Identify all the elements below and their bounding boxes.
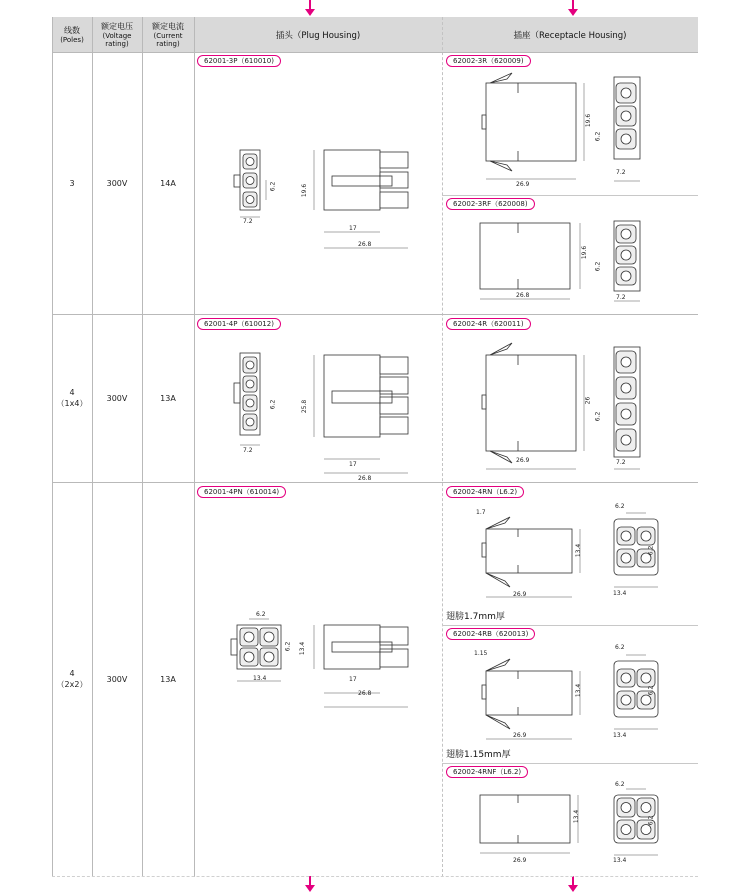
col-divider: [442, 17, 443, 877]
part-label-rec-4rn: 62002-4RN（L6.2): [446, 486, 524, 498]
plug-4p-side-drawing: [304, 347, 424, 487]
top-arrow-right: [568, 0, 578, 16]
dim-plug-3p-pitch: 6.2: [269, 181, 277, 192]
dim-plug-3p-height: 19.6: [301, 183, 309, 198]
dim-rec-3r-height: 19.6: [585, 113, 593, 128]
row2-poles-sub: （1x4）: [56, 399, 88, 408]
dim-rec-3r-width: 7.2: [616, 169, 626, 176]
dim-rec-4rnf-pitch-side: 6.2: [647, 815, 655, 826]
rec-4rb-side-drawing: [472, 643, 602, 747]
row2-poles: [52, 314, 92, 482]
dim-rec-4rn-length: 26.9: [513, 591, 527, 598]
bottom-arrow-right: [568, 876, 578, 894]
header-poles: [52, 17, 92, 52]
row2-voltage: [92, 314, 142, 482]
header-voltage-en1: (Voltage: [102, 31, 132, 40]
part-label-rec-4rnf: 62002-4RNF（L6.2): [446, 766, 528, 778]
dim-rec-4rb-height: 13.4: [575, 683, 583, 698]
header-receptacle: [442, 17, 698, 52]
dim-rec-4r-width: 7.2: [616, 459, 626, 466]
row3-current: [142, 482, 194, 876]
row3-poles: [52, 482, 92, 876]
plug-3p-side-drawing: [304, 142, 424, 252]
dim-plug-4p-pitch: 6.2: [269, 399, 277, 410]
dim-rec-3rf-length: 26.8: [516, 292, 530, 299]
dim-plug-4p-length: 26.8: [358, 475, 372, 482]
header-current-en1: (Current: [153, 31, 183, 40]
dim-rec-3r-pitch: 6.2: [594, 131, 602, 142]
dim-plug-4pn-height: 13.4: [299, 641, 307, 656]
spec-table: [52, 17, 698, 877]
row1-current: [142, 52, 194, 314]
dim-rec-4rn-wing: 1.7: [476, 509, 486, 516]
dim-plug-4pn-pitch-top: 6.2: [256, 611, 266, 618]
dim-rec-4rn-width: 13.4: [613, 590, 627, 597]
rec-3rf-side-drawing: [472, 213, 592, 303]
row3-voltage: [92, 482, 142, 876]
dim-rec-3rf-height: 19.6: [581, 245, 589, 260]
header-voltage-en2: rating): [105, 39, 129, 48]
plug-4pn-front-drawing: [217, 615, 297, 695]
row3-current-value: 13A: [160, 674, 176, 684]
part-divider: [442, 195, 698, 196]
dim-rec-4rnf-height: 13.4: [573, 809, 581, 824]
rec-4rnf-side-drawing: [472, 783, 602, 873]
dim-rec-4rn-height: 13.4: [575, 543, 583, 558]
header-poles-zh: 线数: [64, 25, 80, 35]
dim-rec-4r-height: 26: [584, 396, 592, 405]
plug-4p-front-drawing: [212, 347, 292, 457]
row2-current: [142, 314, 194, 482]
header-current-zh: 额定电流: [152, 21, 184, 31]
dim-rec-4rn-pitch-side: 6.2: [647, 545, 655, 556]
dim-rec-4r-pitch: 6.2: [594, 411, 602, 422]
part-label-rec-3rf: 62002-3RF（620008): [446, 198, 535, 210]
row3-voltage-value: 300V: [106, 674, 128, 684]
header-receptacle-label: 插座（Receptacle Housing): [513, 30, 627, 41]
dim-rec-4rb-width: 13.4: [613, 732, 627, 739]
header-plug: [194, 17, 442, 52]
rec-3rf-front-drawing: [604, 213, 674, 309]
row1-current-value: 14A: [160, 178, 176, 188]
row2-voltage-value: 300V: [106, 393, 128, 403]
col-divider: [194, 17, 195, 877]
dim-plug-4pn-body: 17: [349, 676, 357, 683]
part-label-plug-3p: 62001-3P（610010): [197, 55, 281, 67]
row-divider: [52, 876, 698, 877]
dim-rec-4rnf-pitch-top: 6.2: [615, 781, 625, 788]
rec-4r-side-drawing: [472, 337, 592, 477]
dim-rec-4rb-length: 26.9: [513, 732, 527, 739]
part-divider: [442, 625, 698, 626]
dim-plug-3p-body: 17: [349, 225, 357, 232]
dim-rec-3r-length: 26.9: [516, 181, 530, 188]
part-label-rec-3r: 62002-3R（620009): [446, 55, 531, 67]
dim-plug-4p-height: 25.8: [301, 399, 309, 414]
header-plug-label: 插头（Plug Housing): [275, 30, 361, 41]
row1-voltage: [92, 52, 142, 314]
dim-plug-3p-width: 7.2: [243, 218, 253, 225]
row1-voltage-value: 300V: [106, 178, 128, 188]
header-poles-en: (Poles): [60, 35, 84, 44]
dim-plug-4p-body: 17: [349, 461, 357, 468]
part-label-plug-4pn: 62001-4PN（610014): [197, 486, 286, 498]
rec-4rn-side-drawing: [472, 503, 602, 603]
header-current-en2: rating): [156, 39, 180, 48]
dim-rec-4r-length: 26.9: [516, 457, 530, 464]
dim-rec-4rn-pitch-top: 6.2: [615, 503, 625, 510]
header-voltage-zh: 额定电压: [101, 21, 133, 31]
top-arrow-left: [305, 0, 315, 16]
dim-rec-4rnf-width: 13.4: [613, 857, 627, 864]
row3-poles-sub: （2x2）: [56, 680, 88, 689]
dim-plug-4pn-length: 26.8: [358, 690, 372, 697]
dim-rec-4rnf-length: 26.9: [513, 857, 527, 864]
dim-plug-4p-width: 7.2: [243, 447, 253, 454]
wing-note-4rn: 翅膀1.7mm厚: [446, 612, 505, 622]
part-divider: [442, 763, 698, 764]
rec-4r-front-drawing: [604, 337, 674, 477]
dim-plug-3p-length: 26.8: [358, 241, 372, 248]
bottom-arrow-left: [305, 876, 315, 894]
rec-4rn-front-drawing: [600, 503, 690, 603]
wing-note-4rb: 翅膀1.15mm厚: [446, 750, 511, 760]
part-label-rec-4r: 62002-4R（620011): [446, 318, 531, 330]
header-current: [142, 17, 194, 52]
row1-poles-value: 3: [69, 178, 75, 188]
dim-rec-3rf-width: 7.2: [616, 294, 626, 301]
rec-3r-front-drawing: [604, 69, 674, 189]
row1-poles: [52, 52, 92, 314]
dim-plug-4pn-pitch-side: 6.2: [284, 641, 292, 652]
part-label-plug-4p: 62001-4P（610012): [197, 318, 281, 330]
row2-current-value: 13A: [160, 393, 176, 403]
part-label-rec-4rb: 62002-4RB（620013): [446, 628, 535, 640]
header-voltage: [92, 17, 142, 52]
rec-3r-side-drawing: [472, 69, 592, 179]
row2-poles-value: 4: [69, 388, 75, 397]
plug-4pn-side-drawing: [304, 615, 424, 715]
dim-rec-3rf-pitch: 6.2: [594, 261, 602, 272]
row3-poles-value: 4: [69, 669, 75, 678]
dim-rec-4rb-pitch-top: 6.2: [615, 644, 625, 651]
dim-rec-4rb-pitch-side: 6.2: [647, 685, 655, 696]
dim-plug-4pn-width: 13.4: [253, 675, 267, 682]
dim-rec-4rb-wing: 1.15: [474, 650, 488, 657]
